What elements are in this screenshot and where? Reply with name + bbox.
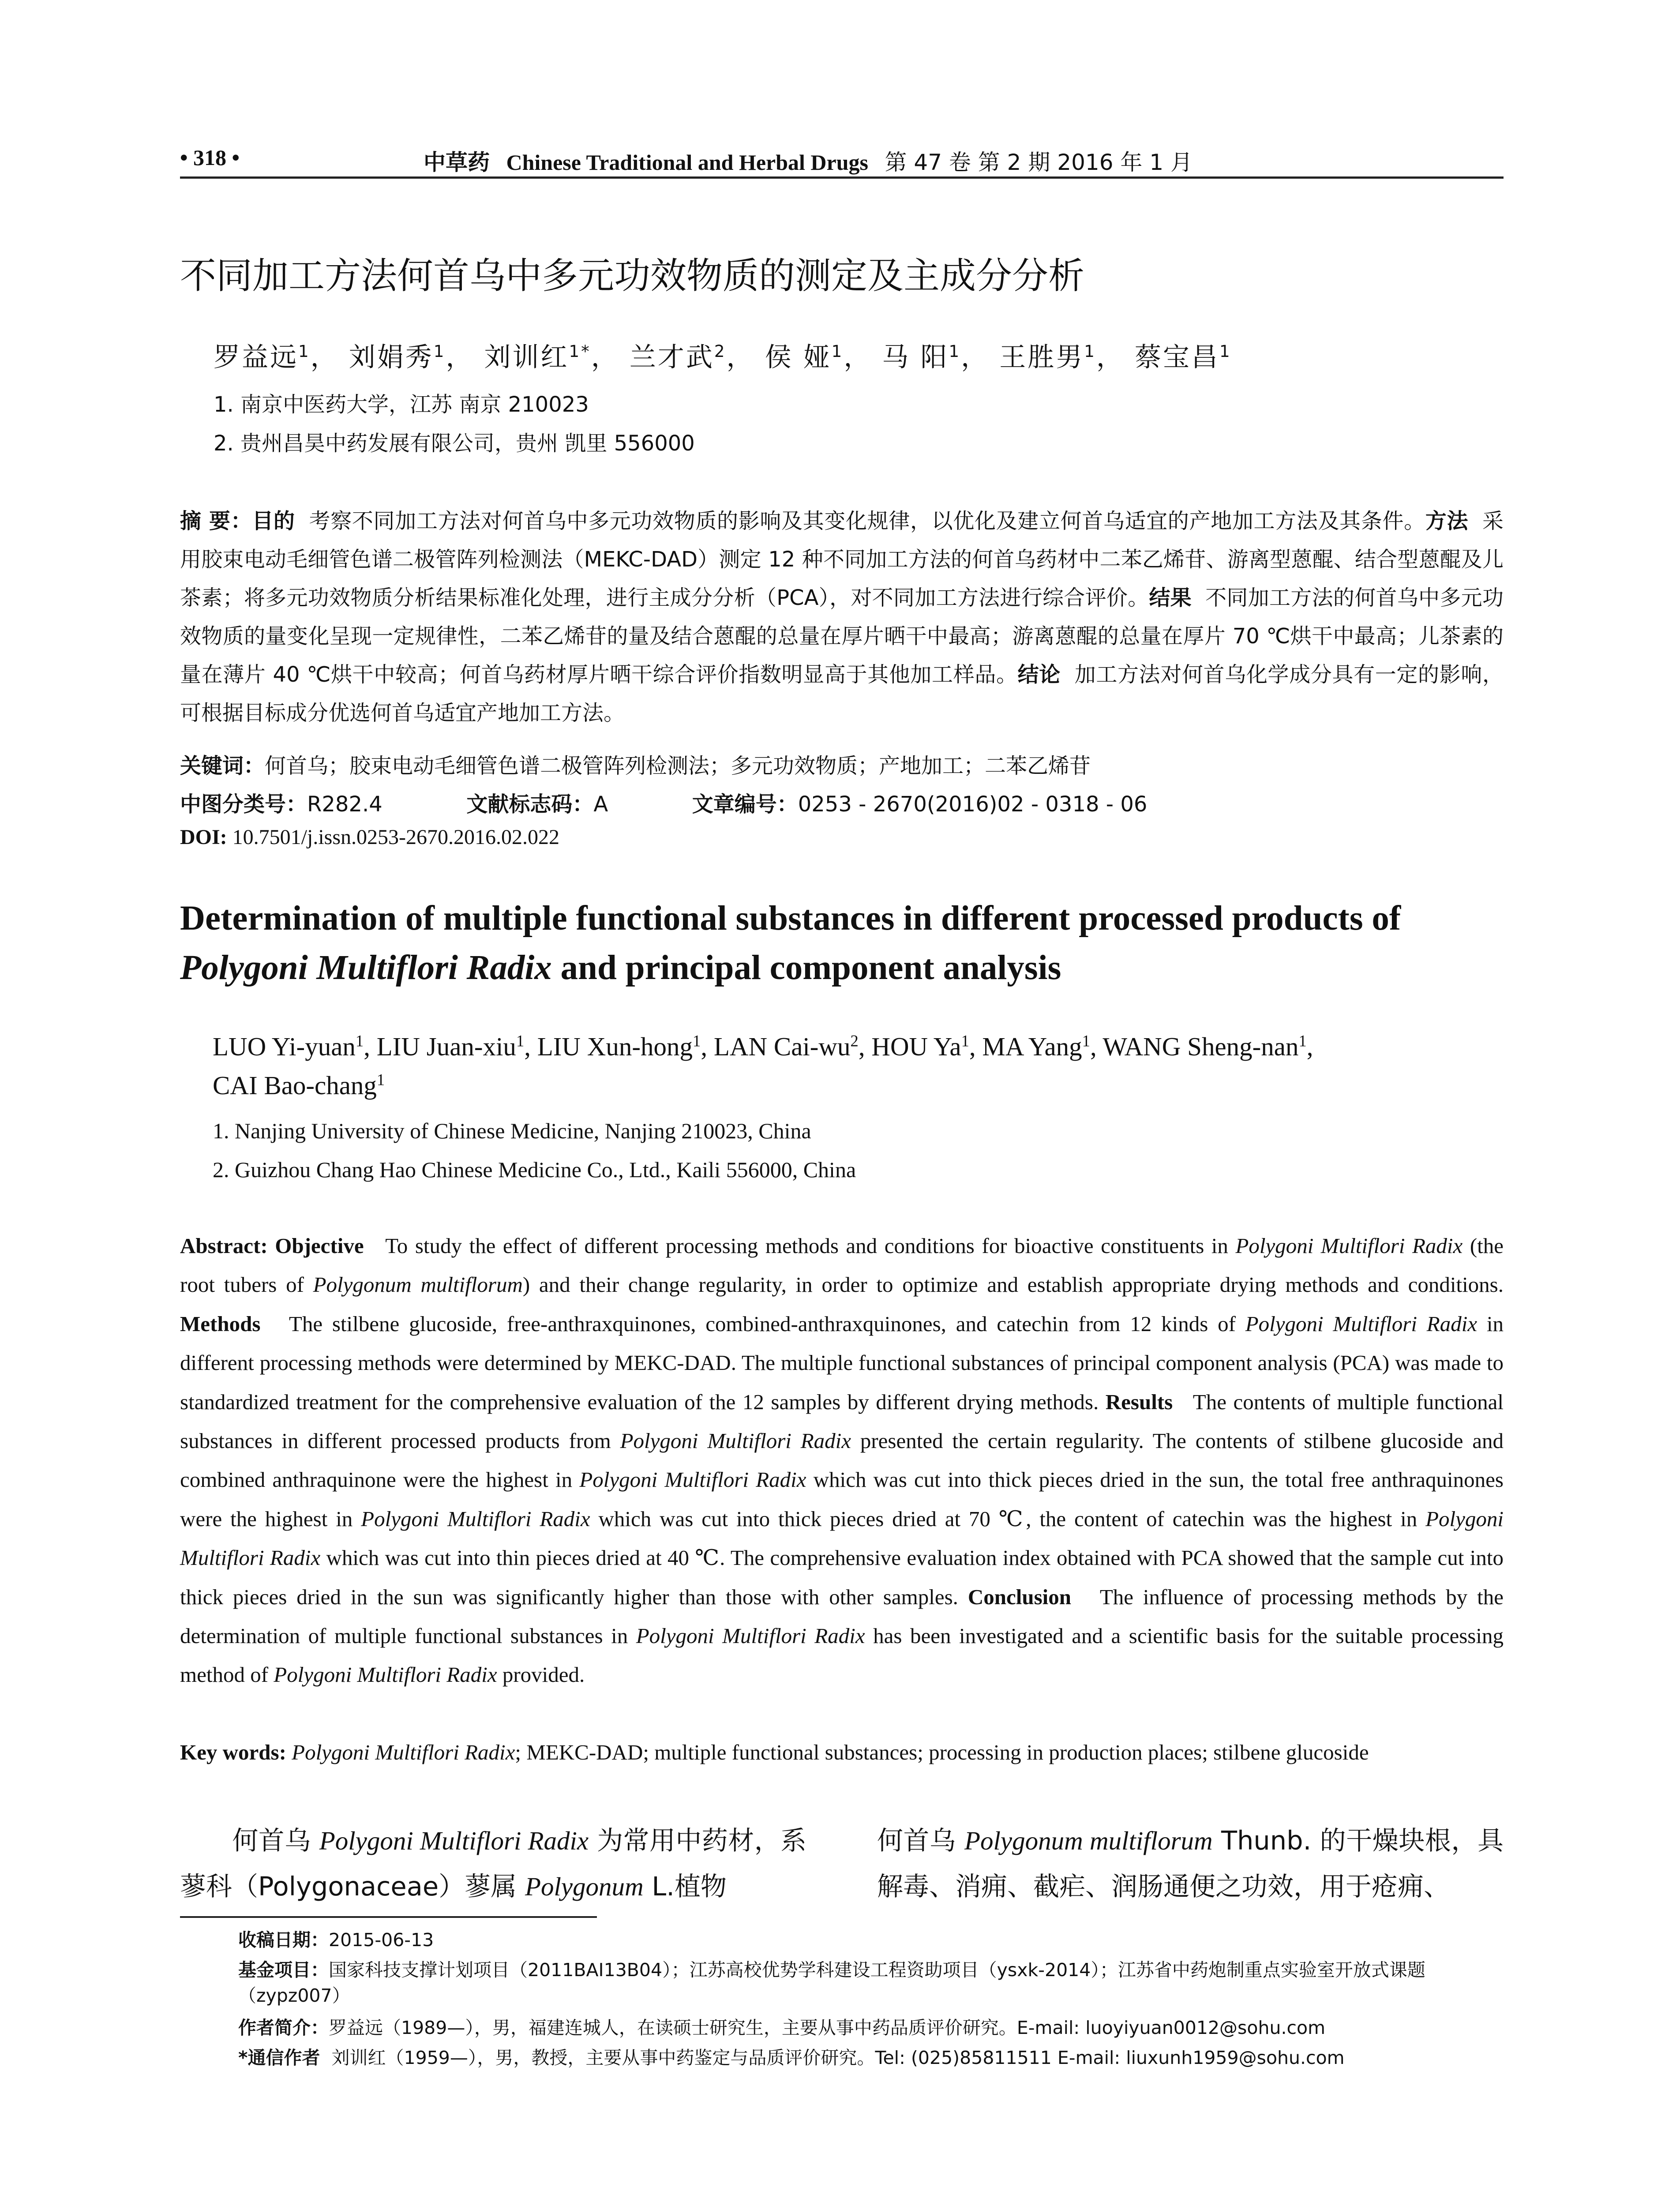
author-affiliation-mark: 1 <box>1219 341 1232 361</box>
author-affiliation-mark: 1 <box>355 1032 364 1050</box>
results-label-en: Results <box>1105 1389 1173 1414</box>
affiliation-en: 1. Nanjing University of Chinese Medicine, Nanjing 210023, China <box>213 1118 811 1143</box>
doi-line <box>180 825 559 849</box>
body-text: 为常用中药材，系蓼科（Polygonaceae）蓼属 <box>180 1825 806 1902</box>
footnote-text: 2015-06-13 <box>329 1929 434 1951</box>
objective-text-cn: 考察不同加工方法对何首乌中多元功效物质的影响及其变化规律，以优化及建立何首乌适宜的产地加工方法及其条件。 <box>309 509 1425 533</box>
keywords-label-cn: 关键词： <box>180 754 265 778</box>
author-en: MA Yang <box>982 1032 1082 1061</box>
abstract-text: which was cut into thin pieces dried at 40 ℃. The comprehensive evaluation index obtained with PCA showed that the sample cut into thick pieces dried in the sun was significantly higher than those with other samples. <box>180 1546 1504 1609</box>
abstract-text: has been investigated and a scientific basis for the suitable processing method of <box>180 1624 1504 1687</box>
author-cn: 刘训红 <box>484 342 569 373</box>
affiliation-cn: 2. 贵州昌昊中药发展有限公司，贵州 凯里 556000 <box>214 431 695 456</box>
latin-name: Polygoni Multiflori Radix <box>620 1429 851 1453</box>
author-en: LIU Juan-xiu <box>376 1032 516 1061</box>
conclusion-text-cn: 加工方法对何首乌化学成分具有一定的影响，可根据目标成分优选何首乌适宜产地加工方法。 <box>180 662 1504 725</box>
article-number-label: 文章编号： <box>692 792 798 817</box>
author-affiliation-mark: 2 <box>850 1032 859 1050</box>
author-affiliation-mark: 1 <box>693 1032 701 1050</box>
body-column-left <box>180 1818 806 1910</box>
keywords-text-en: ; MEKC-DAD; multiple functional substances; processing in production places; stilbene glucoside <box>515 1740 1369 1764</box>
footnote-label: 收稿日期： <box>238 1929 329 1951</box>
objective-label-cn: 目的 <box>252 509 295 533</box>
article-title-cn: 不同加工方法何首乌中多元功效物质的测定及主成分分析 <box>180 255 1085 297</box>
abstract-text: in different processing methods were determined by MEKC-DAD. The multiple functional substances of principal component analysis (PCA) was made to standardized treatment for the comprehensive evaluation of the 12 samples by different drying methods. <box>180 1311 1504 1414</box>
abstract-text: The influence of processing methods by the determination of multiple functional substances in <box>180 1584 1504 1648</box>
abstract-text: which was cut into thick pieces dried at 70 ℃, the content of catechin was the highest in <box>590 1506 1426 1531</box>
footnote-author <box>238 2015 1504 2041</box>
author-cn: 马 阳 <box>882 342 949 373</box>
article-number-value: 0253 - 2670(2016)02 - 0318 - 06 <box>798 792 1148 817</box>
footnote-text: 刘训红（1959—），男，教授，主要从事中药鉴定与品质评价研究。Tel: (025)85811511 E-mail: liuxunh1959@sohu.com <box>331 2047 1345 2068</box>
author-cn: 王胜男 <box>999 342 1084 373</box>
latin-name: Polygonum multiflorum <box>964 1826 1213 1855</box>
title-en-latin: Polygoni Multiflori Radix <box>180 949 552 987</box>
author-en: HOU Ya <box>871 1032 961 1061</box>
journal-line <box>424 145 1192 176</box>
footnote-label: 基金项目： <box>238 1959 329 1981</box>
abstract-text: (the root tubers of <box>180 1234 1504 1297</box>
abstract-text: To study the effect of different processing methods and conditions for bioactive constituents in <box>385 1234 1236 1258</box>
footnote-label: *通信作者 <box>238 2047 320 2068</box>
author-cn: 蔡宝昌 <box>1135 342 1219 373</box>
body-text: 何首乌 <box>877 1825 964 1856</box>
affiliation-en: 2. Guizhou Chang Hao Chinese Medicine Co., Ltd., Kaili 556000, China <box>213 1157 856 1182</box>
author-en: LUO Yi-yuan <box>213 1032 356 1061</box>
journal-issue: 第 47 卷 第 2 期 2016 年 1 月 <box>885 150 1193 175</box>
header-divider <box>180 176 1504 179</box>
body-text: Thunb. 的干燥块根，具解毒、消痈、截疟、润肠通便之功效，用于疮痈、 <box>877 1825 1504 1902</box>
footnote-text: 国家科技支撑计划项目（2011BAI13B04）；江苏高校优势学科建设工程资助项目（ysxk-2014）；江苏省中药炮制重点实验室开放式课题（zypz007） <box>238 1959 1425 2006</box>
keywords-en <box>180 1740 1504 1765</box>
author-cn: 侯 娅 <box>765 342 832 373</box>
article-title-en <box>180 894 1504 993</box>
abstract-cn <box>180 502 1504 732</box>
author-affiliation-mark: 1 <box>831 341 844 361</box>
author-en: WANG Sheng-nan <box>1102 1032 1299 1061</box>
author-affiliation-mark: 1* <box>569 341 591 361</box>
latin-name: Polygoni Multiflori Radix <box>319 1826 589 1855</box>
latin-name: Polygoni Multiflori Radix <box>1235 1234 1463 1258</box>
abstract-text: The stilbene glucoside, free-anthraxquinones, combined-anthraxquinones, and catechin from 12 kinds of <box>289 1311 1245 1336</box>
abstract-text: presented the certain regularity. The contents of stilbene glucoside and combined anthraquinone were the highest in <box>180 1429 1504 1492</box>
title-en-line2: and principal component analysis <box>551 949 1061 987</box>
latin-name: Polygoni Multiflori Radix <box>636 1624 865 1648</box>
abstract-text: provided. <box>497 1662 585 1687</box>
journal-name-cn: 中草药 <box>424 150 490 175</box>
methods-label-en: Methods <box>180 1311 261 1336</box>
results-text-cn: 不同加工方法的何首乌中多元功效物质的量变化呈现一定规律性，二苯乙烯苷的量及结合蒽醌的总量在厚片晒干中最高；游离蒽醌的总量在厚片 70 ℃烘干中最高；儿茶素的量在薄片 40 ℃烘干中较高；何首乌药材厚片晒干综合评价指数明显高于其他加工样品。 <box>180 585 1504 687</box>
author-list-cn: 罗益远$^1$， 刘娟秀$^1$， 刘训红$^{1*}$， 兰才武$^2$， 侯 娅$^1$， 马 阳$^1$， 王胜男$^1$， 蔡宝昌$^1$ <box>214 341 1232 373</box>
author-affiliation-mark: 1 <box>433 341 446 361</box>
latin-name: Polygoni Multiflori Radix <box>1245 1311 1478 1336</box>
keywords-label-en: Key words: <box>180 1740 286 1764</box>
conclusion-label-en: Conclusion <box>968 1584 1071 1609</box>
clc-label: 中图分类号： <box>180 792 308 817</box>
footnote-received <box>238 1927 1504 1953</box>
title-en-line1: Determination of multiple functional substances in different processed products of <box>180 899 1401 938</box>
author-en: LAN Cai-wu <box>713 1032 851 1061</box>
methods-text-cn: 采用胶束电动毛细管色谱二极管阵列检测法（MEKC-DAD）测定 12 种不同加工方法的何首乌药材中二苯乙烯苷、游离型蒽醌、结合型蒽醌及儿茶素；将多元功效物质分析结果标准化处理，进行主成分分析（PCA），对不同加工方法进行综合评价。 <box>180 509 1504 610</box>
page-number: • 318 • <box>180 145 240 170</box>
author-en: LIU Xun-hong <box>537 1032 693 1061</box>
running-header <box>180 142 1504 174</box>
keywords-text-cn: 何首乌；胶束电动毛细管色谱二极管阵列检测法；多元功效物质；产地加工；二苯乙烯苷 <box>265 754 1091 778</box>
author-affiliation-mark: 1 <box>298 341 311 361</box>
doi-value[interactable]: 10.7501/j.issn.0253-2670.2016.02.022 <box>232 825 560 849</box>
author-cn: 刘娟秀 <box>349 342 434 373</box>
body-text: 何首乌 <box>232 1825 319 1856</box>
author-affiliation-mark: 1 <box>1082 1032 1090 1050</box>
conclusion-label-cn: 结论 <box>1017 662 1061 687</box>
latin-name: Polygoni Multiflori Radix <box>361 1506 590 1531</box>
author-affiliation-mark: 1 <box>949 341 961 361</box>
author-cn: 罗益远 <box>214 342 298 373</box>
latin-name: Polygonum multiflorum <box>313 1272 523 1297</box>
classification-line <box>180 787 1147 818</box>
author-en: CAI Bao-chang <box>213 1071 377 1100</box>
latin-name: Polygoni Multiflori Radix <box>292 1740 515 1764</box>
abstract-text: The contents of multiple functional substances in different processed products from <box>180 1389 1504 1453</box>
keywords-cn <box>180 749 1091 779</box>
abstract-en <box>180 1227 1504 1695</box>
doc-code-label: 文献标志码： <box>466 792 594 817</box>
author-affiliation-mark: 1 <box>961 1032 969 1050</box>
abstract-label-cn: 摘 要： <box>180 509 252 533</box>
latin-name: Polygonum <box>525 1872 644 1901</box>
abstract-label-en: Abstract: <box>180 1234 268 1258</box>
clc-value: R282.4 <box>307 792 382 817</box>
author-affiliation-mark: 1 <box>1084 341 1096 361</box>
footnote-text: 罗益远（1989—），男，福建连城人，在读硕士研究生，主要从事中药品质评价研究。E-mail: luoyiyuan0012@sohu.com <box>329 2017 1326 2038</box>
doc-code-value: A <box>593 792 608 817</box>
author-affiliation-mark: 1 <box>376 1070 385 1089</box>
journal-name-en: Chinese Traditional and Herbal Drugs <box>506 150 868 175</box>
latin-name: Polygoni Multiflori Radix <box>579 1467 806 1492</box>
methods-label-cn: 方法 <box>1425 509 1469 533</box>
doi-label: DOI: <box>180 825 227 849</box>
abstract-text: which was cut into thick pieces dried in the sun, the total free anthraquinones were the highest in <box>180 1467 1504 1531</box>
body-text: L.植物 <box>643 1871 727 1902</box>
abstract-text: ) and their change regularity, in order to optimize and establish appropriate drying methods and conditions. <box>522 1272 1504 1297</box>
author-affiliation-mark: 1 <box>516 1032 525 1050</box>
affiliation-cn: 1. 南京中医药大学，江苏 南京 210023 <box>214 392 589 417</box>
footnote-corresponding <box>238 2045 1504 2071</box>
objective-label-en: Objective <box>275 1234 364 1258</box>
author-affiliation-mark: 2 <box>714 341 727 361</box>
author-affiliation-mark: 1 <box>1298 1032 1307 1050</box>
footnote-fund <box>238 1957 1504 2008</box>
footnote-label: 作者简介： <box>238 2017 329 2038</box>
footnote-divider <box>180 1916 597 1918</box>
results-label-cn: 结果 <box>1149 585 1192 610</box>
author-list-en: LUO Yi-yuan$^1$, LIU Juan-xiu$^1$, LIU Xun-hong$^1$, LAN Cai-$wu^2$, HOU Ya$^1$, MA Yang$^1$, WANG Sheng-nan$^1$, CAI Bao-chang$^1$ <box>213 1032 1313 1100</box>
latin-name: Polygoni Multiflori Radix <box>274 1662 497 1687</box>
latin-name: Polygoni Multiflori Radix <box>180 1506 1504 1570</box>
body-column-right <box>877 1818 1504 1909</box>
author-cn: 兰才武 <box>629 342 714 373</box>
